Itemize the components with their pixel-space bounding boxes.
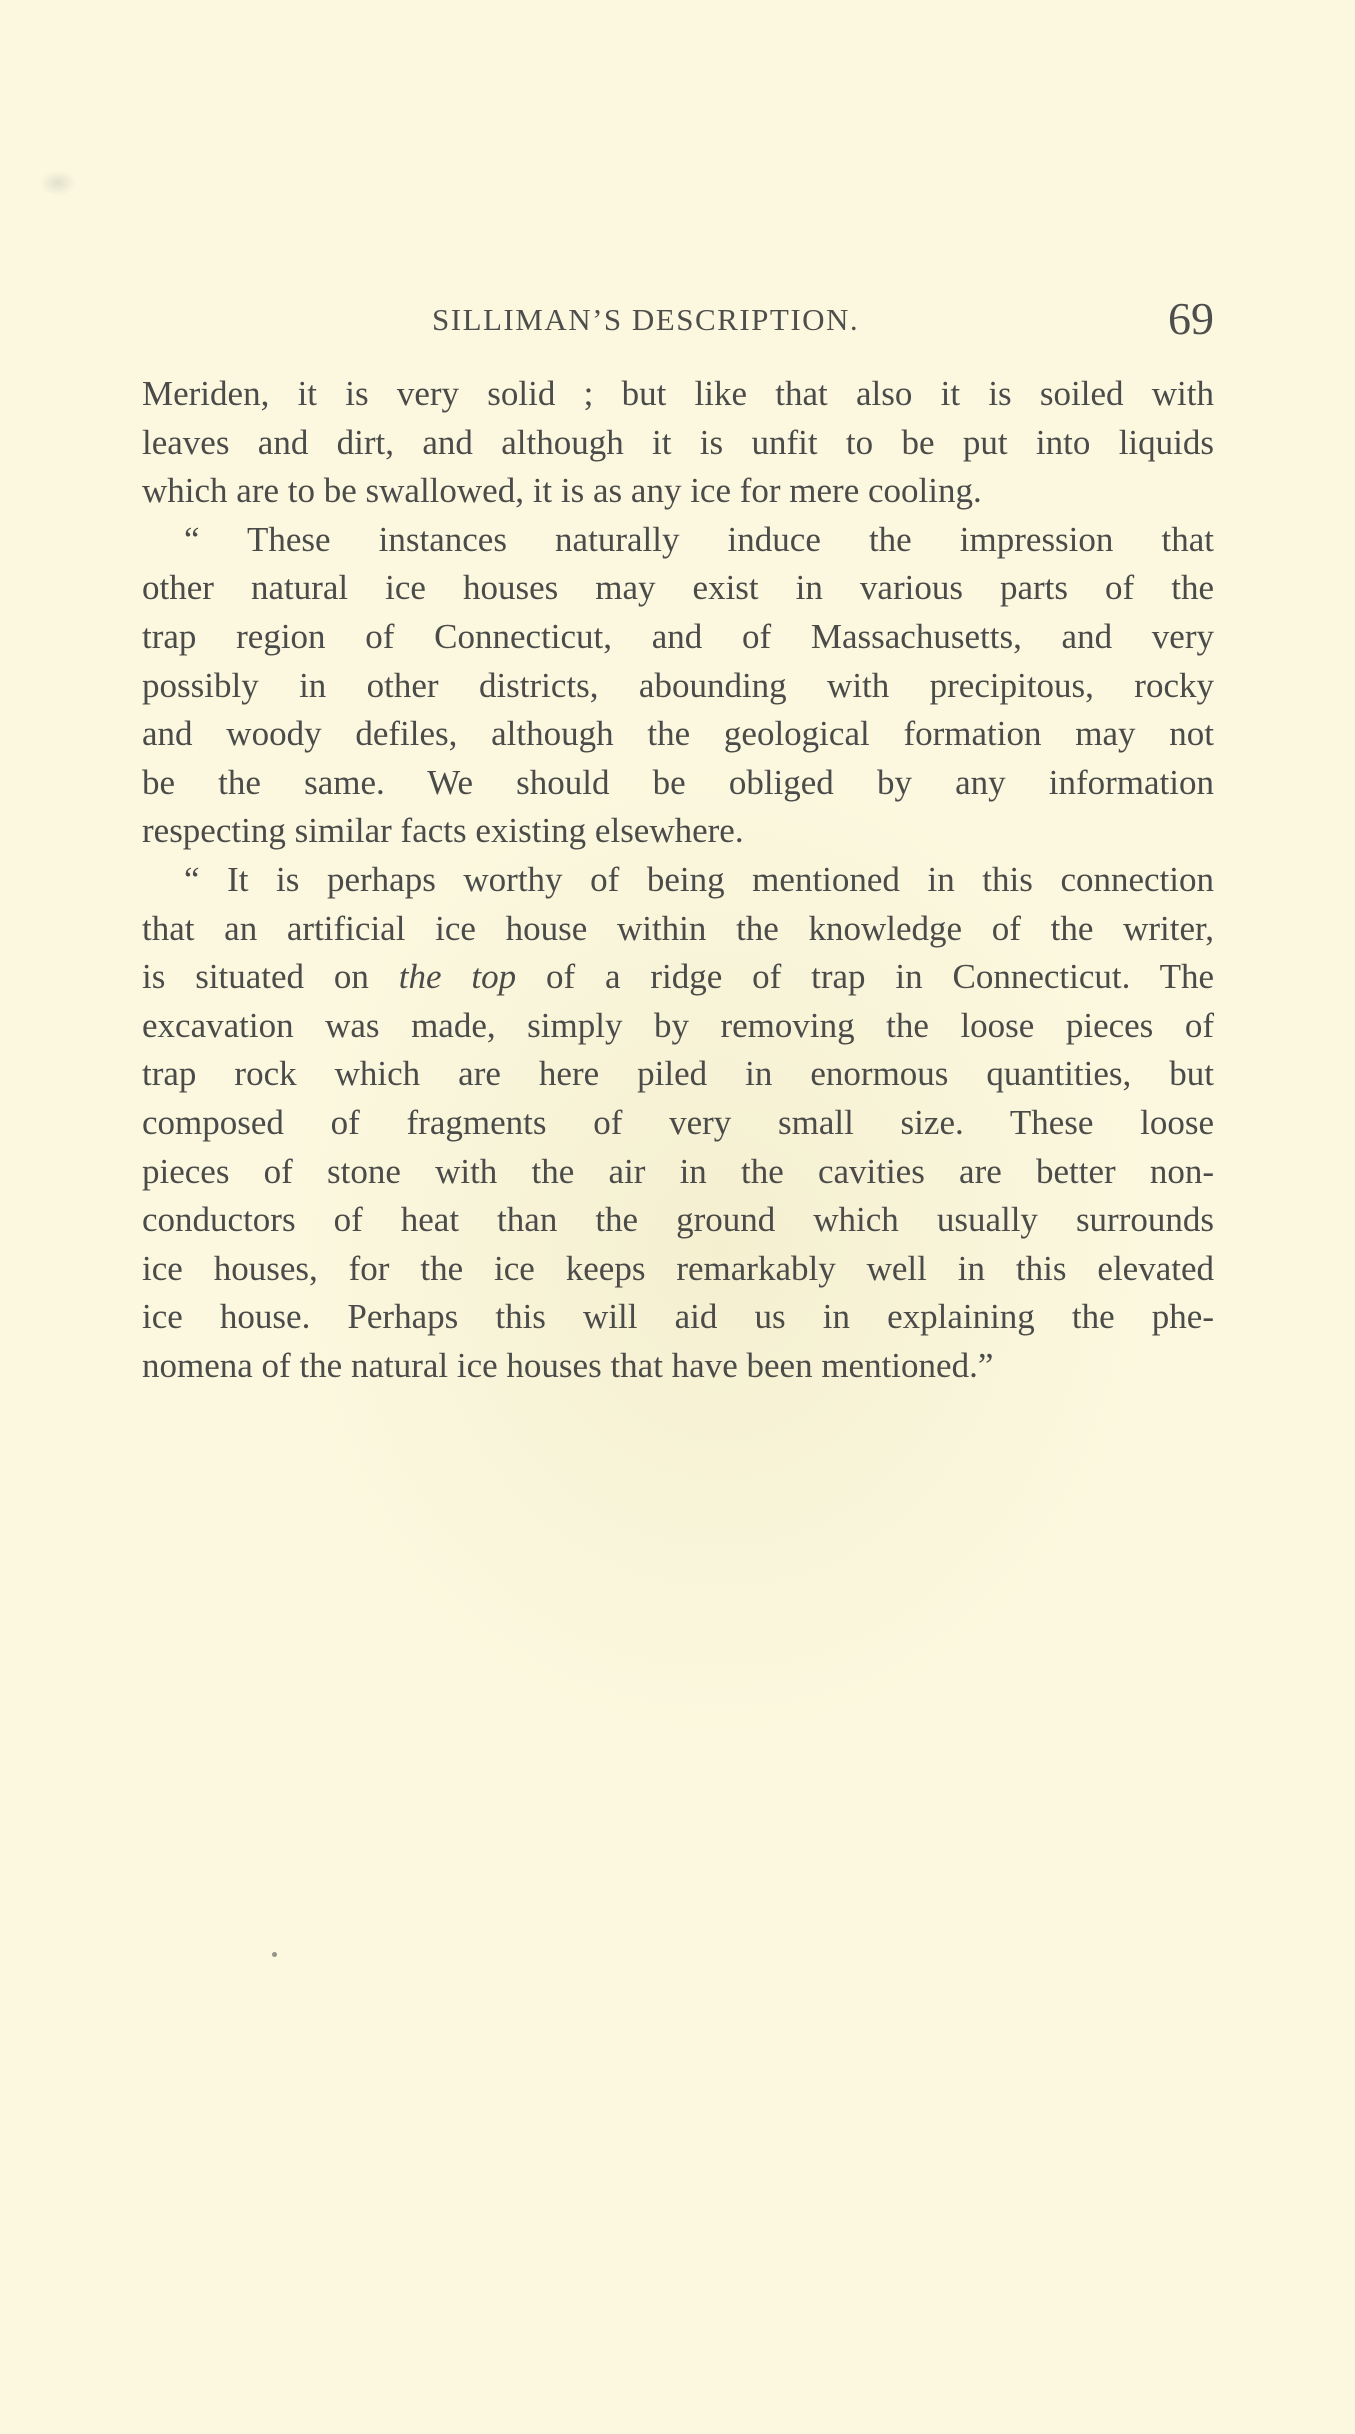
text-line: Meriden, it is very solid ; but like that also it is soiled with bbox=[142, 374, 1214, 413]
text-line: pieces of stone with the air in the cavities are better non- bbox=[142, 1151, 1214, 1191]
text-line: be the same. We should be obliged by any information bbox=[142, 762, 1214, 802]
page-smudge bbox=[40, 170, 76, 196]
running-head bbox=[0, 290, 1355, 350]
text-line: other natural ice houses may exist in various parts of the bbox=[142, 568, 1214, 608]
ink-speck bbox=[272, 1952, 277, 1957]
text-line: possibly in other districts, abounding with precipitous, rocky bbox=[142, 665, 1214, 705]
text-line: which are to be swallowed, it is as any ice for mere cooling. bbox=[142, 471, 982, 511]
italic-phrase: the top bbox=[398, 957, 517, 997]
text-line: conductors of heat than the ground which usually surrounds bbox=[142, 1200, 1214, 1240]
text-line: “ It is perhaps worthy of being mentioned in this connection bbox=[184, 859, 1214, 899]
text-line: ice houses, for the ice keeps remarkably well in this elevated bbox=[142, 1248, 1214, 1288]
text-line: ice house. Perhaps this will aid us in explaining the phe- bbox=[142, 1297, 1214, 1337]
text-segment: is situated on bbox=[142, 957, 399, 997]
text-line: excavation was made, simply by removing the loose pieces of bbox=[142, 1005, 1214, 1045]
text-line: respecting similar facts existing elsewhere. bbox=[142, 811, 744, 851]
text-line: and woody defiles, although the geological formation may not bbox=[142, 714, 1214, 754]
text-line: “ These instances naturally induce the impression that bbox=[184, 519, 1214, 559]
text-line: trap rock which are here piled in enormous quantities, but bbox=[142, 1054, 1214, 1094]
body-text bbox=[142, 370, 1214, 1390]
text-line: nomena of the natural ice houses that have been mentioned.” bbox=[142, 1345, 994, 1385]
text-line: trap region of Connecticut, and of Massachusetts, and very bbox=[142, 616, 1214, 656]
text-line: that an artificial ice house within the knowledge of the writer, bbox=[142, 908, 1214, 948]
text-line-with-italic bbox=[142, 953, 1214, 1002]
text-segment: of a ridge of trap in Connecticut. The bbox=[516, 957, 1214, 997]
text-line: composed of fragments of very small size. These loose bbox=[142, 1102, 1214, 1142]
running-title: SILLIMAN’S DESCRIPTION. bbox=[432, 302, 860, 337]
page-number: 69 bbox=[1168, 293, 1214, 344]
text-line: leaves and dirt, and although it is unfit to be put into liquids bbox=[142, 422, 1214, 462]
